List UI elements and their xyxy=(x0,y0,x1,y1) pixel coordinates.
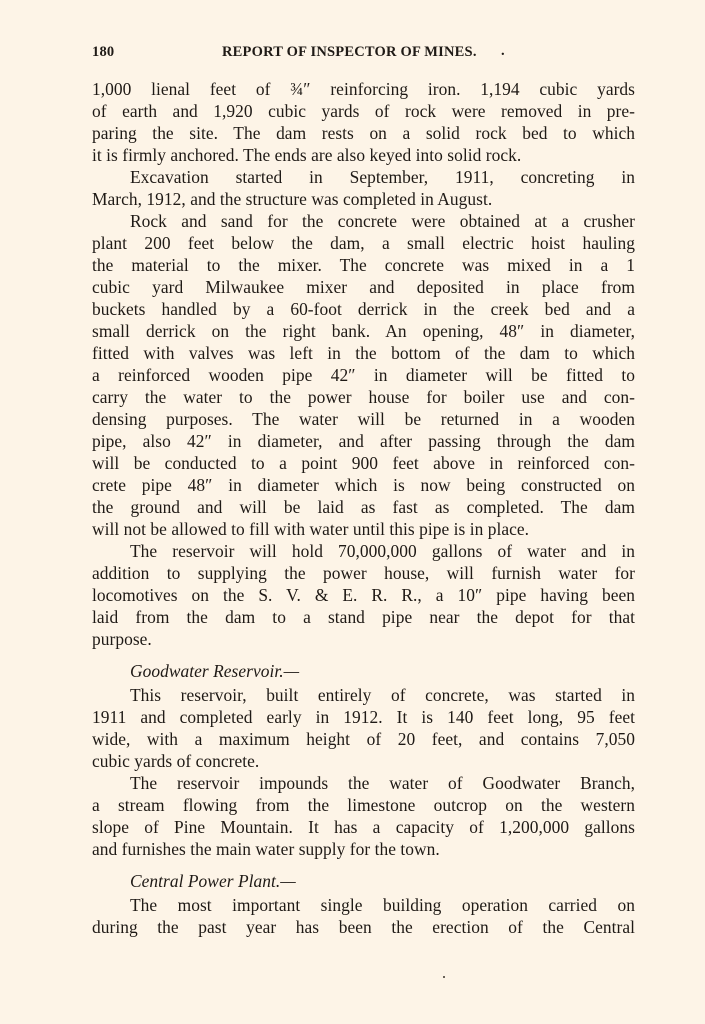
text-line: This reservoir, built entirely of concrete, was started in xyxy=(130,685,635,705)
text-line: a reinforced wooden pipe 42″ in diameter will be fitted to xyxy=(92,365,635,385)
paragraph-excavation xyxy=(92,166,635,210)
text-line: slope of Pine Mountain. It has a capacity of 1,200,000 gallons xyxy=(92,817,635,837)
text-line: pipe, also 42″ in diameter, and after passing through the dam xyxy=(92,431,635,451)
text-line: locomotives on the S. V. & E. R. R., a 10″ pipe having been xyxy=(92,585,635,605)
text-line: densing purposes. The water will be returned in a wooden xyxy=(92,409,635,429)
print-speck xyxy=(443,976,445,978)
section-heading-goodwater-reservoir: Goodwater Reservoir.— xyxy=(130,661,300,681)
paragraph-goodwater-construction xyxy=(92,684,635,772)
text-line: purpose. xyxy=(92,629,152,649)
text-line: 1,000 lienal feet of ¾″ reinforcing iron. 1,194 cubic yards xyxy=(92,79,635,99)
text-line: March, 1912, and the structure was completed in August. xyxy=(92,189,493,209)
body-text xyxy=(92,78,635,938)
paragraph-central-power-plant xyxy=(92,894,635,938)
text-line: crete pipe 48″ in diameter which is now being constructed on xyxy=(92,475,635,495)
page-number: 180 xyxy=(92,44,115,60)
text-line: The reservoir will hold 70,000,000 gallons of water and in xyxy=(130,541,635,561)
text-line: it is firmly anchored. The ends are also keyed into solid rock. xyxy=(92,145,522,165)
text-line: buckets handled by a 60-foot derrick in the creek bed and a xyxy=(92,299,635,319)
text-line: during the past year has been the erection of the Central xyxy=(92,917,635,937)
text-line: The reservoir impounds the water of Goodwater Branch, xyxy=(130,773,635,793)
text-line: addition to supplying the power house, will furnish water for xyxy=(92,563,635,583)
text-line: and furnishes the main water supply for the town. xyxy=(92,839,440,859)
text-line: cubic yards of concrete. xyxy=(92,751,260,771)
text-line: the ground and will be laid as fast as completed. The dam xyxy=(92,497,635,517)
text-line: carry the water to the power house for boiler use and con- xyxy=(92,387,635,407)
text-line: Excavation started in September, 1911, concreting in xyxy=(130,167,635,187)
text-line: fitted with valves was left in the bottom of the dam to which xyxy=(92,343,635,363)
paragraph-reservoir-capacity xyxy=(92,540,635,650)
text-line: of earth and 1,920 cubic yards of rock were removed in pre- xyxy=(92,101,635,121)
text-line: will not be allowed to fill with water until this pipe is in place. xyxy=(92,519,530,539)
paragraph-goodwater-supply xyxy=(92,772,635,860)
text-line: Rock and sand for the concrete were obtained at a crusher xyxy=(130,211,635,231)
header-mark: . xyxy=(501,43,505,59)
text-line: will be conducted to a point 900 feet above in reinforced con- xyxy=(92,453,635,473)
section-heading-central-power-plant: Central Power Plant.— xyxy=(130,871,296,891)
running-title: REPORT OF INSPECTOR OF MINES. xyxy=(222,44,477,60)
text-line: the material to the mixer. The concrete was mixed in a 1 xyxy=(92,255,635,275)
text-line: 1911 and completed early in 1912. It is 140 feet long, 95 feet xyxy=(92,707,635,727)
paragraph-dam-materials xyxy=(92,78,635,166)
text-line: cubic yard Milwaukee mixer and deposited in place from xyxy=(92,277,635,297)
text-line: The most important single building operation carried on xyxy=(130,895,635,915)
text-line: a stream flowing from the limestone outcrop on the western xyxy=(92,795,635,815)
text-line: laid from the dam to a stand pipe near the depot for that xyxy=(92,607,635,627)
running-head xyxy=(92,40,635,64)
text-line: paring the site. The dam rests on a solid rock bed to which xyxy=(92,123,635,143)
text-line: plant 200 feet below the dam, a small electric hoist hauling xyxy=(92,233,635,253)
paragraph-construction xyxy=(92,210,635,540)
document-page xyxy=(92,40,635,938)
text-line: wide, with a maximum height of 20 feet, and contains 7,050 xyxy=(92,729,635,749)
text-line: small derrick on the right bank. An opening, 48″ in diameter, xyxy=(92,321,635,341)
